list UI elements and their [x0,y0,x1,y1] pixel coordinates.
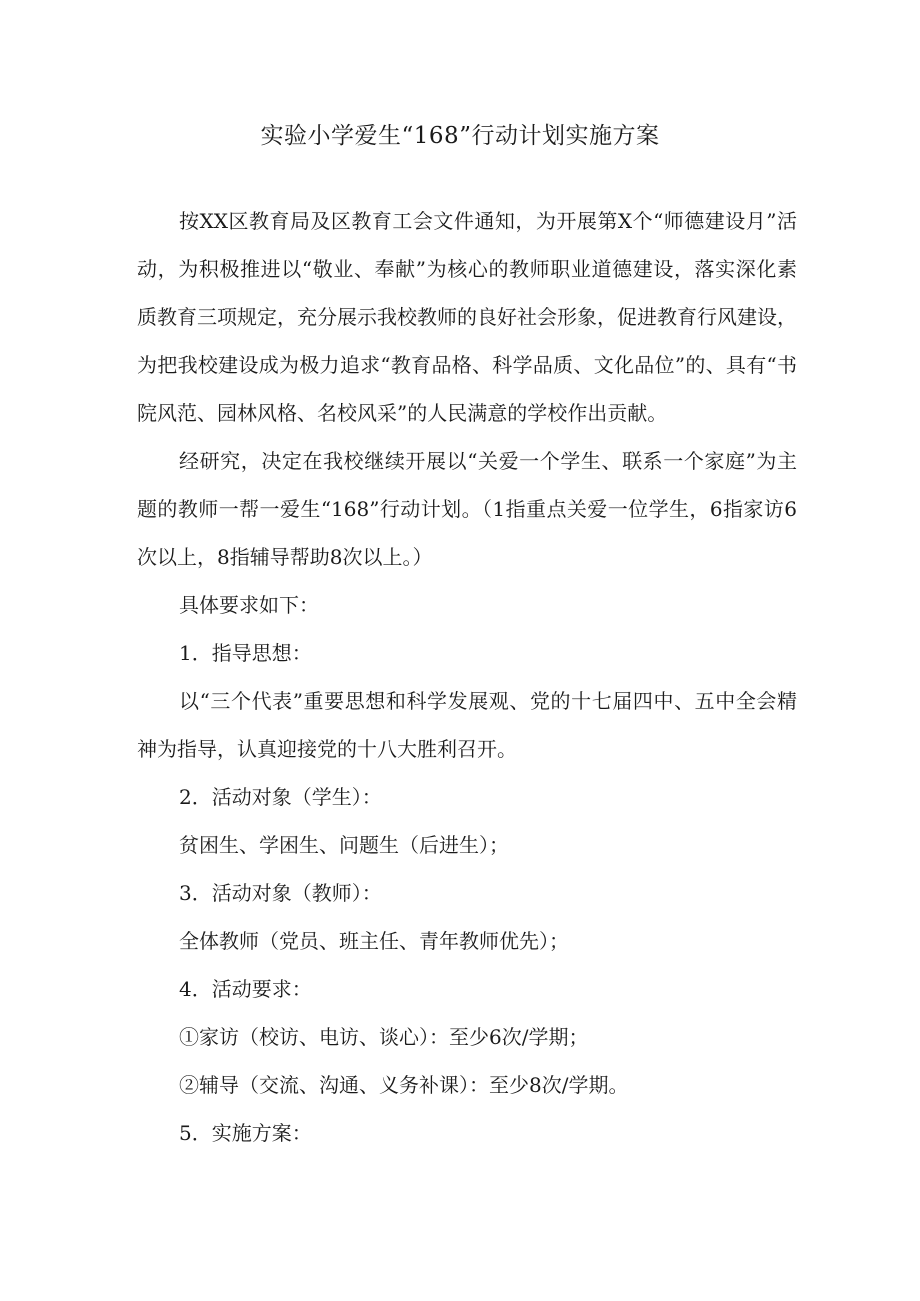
list-item-tutoring: ②辅导（交流、沟通、义务补课）：至少8次/学期。 [179,1073,629,1097]
paragraph-target-students: 贫困生、学困生、问题生（后进生）； [179,833,509,857]
section-heading-activity-requirements: 4．活动要求： [179,977,312,1001]
document-title: 实验小学爱生“168”行动计划实施方案 [260,123,660,149]
paragraph-intro: 按XX区教育局及区教育工会文件通知，为开展第X个“师德建设月”活动，为积极推进以“敬业、奉献”为核心的教师职业道德建设，落实深化素质教育三项规定，充分展示我校教师的良好社会形象，促进教育行风建设，为把我校建设成为极力追求“教育品格、科学品质、文化品位”的、具有“书院风范、园林风格、名校风采”的人民满意的学校作出贡献。 [137,209,797,425]
list-item-home-visit: ①家访（校访、电访、谈心）：至少6次/学期； [179,1025,589,1049]
document-body [137,197,797,1157]
section-heading-implementation: 5．实施方案： [179,1121,312,1145]
paragraph-target-teachers: 全体教师（党员、班主任、青年教师优先）； [179,929,569,953]
paragraph-guiding-ideology: 以“三个代表”重要思想和科学发展观、党的十七届四中、五中全会精神为指导，认真迎接党的十八大胜利召开。 [137,689,797,761]
paragraph-requirements-heading: 具体要求如下： [179,593,319,617]
paragraph-decision: 经研究，决定在我校继续开展以“关爱一个学生、联系一个家庭”为主题的教师一帮一爱生“168”行动计划。（1指重点关爱一位学生，6指家访6次以上，8指辅导帮助8次以上。） [137,449,797,569]
section-heading-guiding-ideology: 1．指导思想： [179,641,312,665]
section-heading-target-students: 2．活动对象（学生）： [179,785,382,809]
section-heading-target-teachers: 3．活动对象（教师）： [179,881,382,905]
